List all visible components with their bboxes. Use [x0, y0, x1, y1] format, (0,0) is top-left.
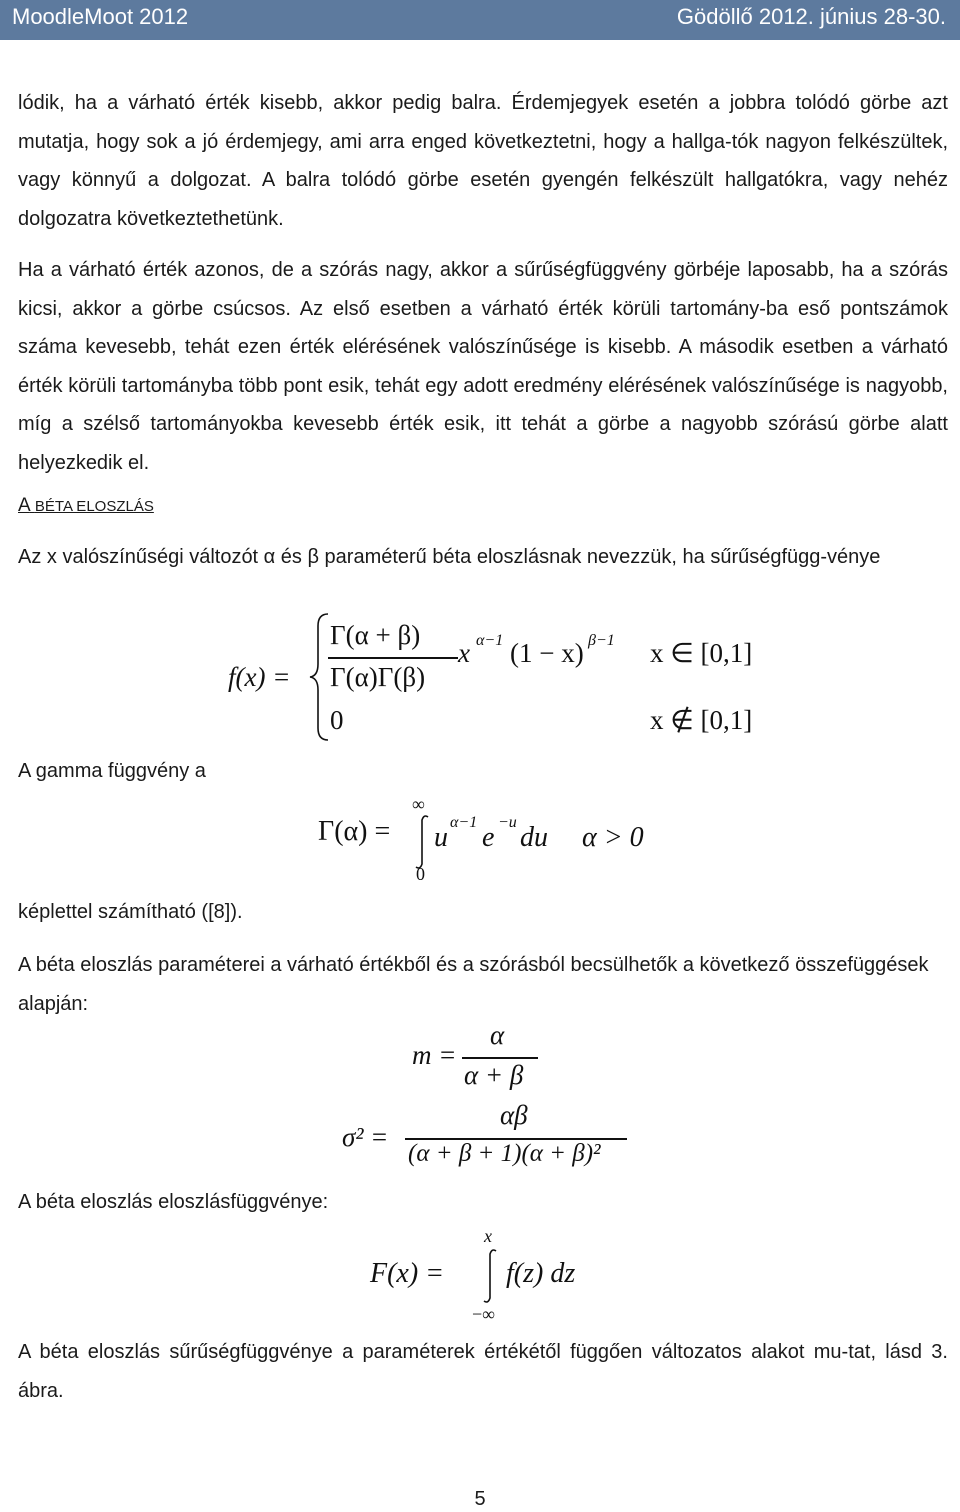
paragraph-7: A béta eloszlás eloszlásfüggvénye:	[18, 1191, 329, 1213]
paragraph-3: Az x valószínűségi változót α és β paraméterű béta eloszlásnak nevezzük, ha sűrűségfügg-vénye	[18, 546, 881, 568]
section-heading: A BÉTA ELOSZLÁS	[18, 495, 154, 516]
formula-mid: (1 − x)	[510, 638, 584, 668]
variance-numerator: αβ	[500, 1100, 528, 1130]
paragraph-2: Ha a várható érték azonos, de a szórás nagy, akkor a sűrűségfüggvény görbéje laposabb, ha a szórás kicsi, akkor a görbe csúcsos. Az első esetben a várható érték körüli tartomány-ba eső pontszámok száma kevesebb, tehát ezen érték elérésének valószínűsége is kisebb. A második esetben a várható érték körüli tartományba több pont esik, tehát egy adott eredmény elérésének valószínűsége is nagyobb, míg a szélső tartományokba kevesebb érték esik, itt tehát a görbe a nagyobb szórású görbe alatt helyezkedik el.	[18, 259, 948, 474]
variance-denominator: (α + β + 1)(α + β)²	[408, 1140, 601, 1167]
formula-exp1: α−1	[476, 632, 504, 649]
formula-exp2: β−1	[588, 632, 615, 649]
paragraph-6: A béta eloszlás paraméterei a várható értékből és a szórásból becsülhetők a következő összefüggések alapján:	[18, 954, 929, 1015]
mean-lhs: m =	[412, 1040, 457, 1070]
formula-x: x	[458, 638, 470, 668]
gamma-lower-limit: 0	[416, 864, 425, 884]
mean-denominator: α + β	[464, 1060, 524, 1090]
page-number: 5	[474, 1488, 486, 1510]
paragraph-8: A béta eloszlás sűrűségfüggvénye a paraméterek értékétől függően változatos alakot mu-tat, lásd 3. ábra.	[18, 1341, 948, 1402]
mean-numerator: α	[490, 1020, 505, 1050]
gamma-du: du	[520, 822, 548, 853]
header-right: Gödöllő 2012. június 28-30.	[676, 4, 946, 29]
header-left: MoodleMoot 2012	[12, 4, 189, 29]
formula-denominator: Γ(α)Γ(β)	[330, 662, 426, 692]
gamma-u: u	[434, 822, 448, 853]
gamma-lhs: Γ(α) =	[318, 816, 391, 847]
gamma-condition: α > 0	[582, 822, 644, 853]
gamma-exp1: α−1	[450, 814, 478, 831]
formula-lhs: f(x) =	[228, 662, 291, 692]
integral-icon	[414, 814, 432, 870]
cdf-upper-limit: x	[484, 1226, 492, 1246]
paragraph-4: A gamma függvény a	[18, 760, 206, 782]
left-brace-icon	[308, 612, 332, 742]
cdf-lower-limit: −∞	[472, 1304, 495, 1324]
fraction-bar	[328, 657, 458, 659]
formula-zero: 0	[330, 705, 344, 735]
formula-numerator: Γ(α + β)	[330, 620, 421, 650]
gamma-exp2: −u	[498, 814, 517, 831]
cdf-integral-icon	[482, 1248, 500, 1304]
formula-cond1: x ∈ [0,1]	[650, 638, 753, 668]
paragraph-5: képlettel számítható ([8]).	[18, 901, 243, 923]
page-header	[0, 0, 960, 40]
cdf-integrand: f(z) dz	[506, 1258, 576, 1289]
gamma-upper-limit: ∞	[412, 794, 425, 814]
formula-cond2: x ∉ [0,1]	[650, 705, 753, 735]
gamma-e: e	[482, 822, 495, 853]
mean-fraction-bar	[462, 1057, 538, 1059]
paragraph-1: lódik, ha a várható érték kisebb, akkor pedig balra. Érdemjegyek esetén a jobbra tolódó görbe azt mutatja, hogy sok a jó érdemjegy, ami arra enged következtetni, hogy a hallga-tók nagyon felkészültek, vagy könnyű a dolgozat. A balra tolódó görbe esetén gyengén felkészült hallgatókra, vagy nehéz dolgozatra következtethetünk.	[18, 92, 948, 230]
cdf-lhs: F(x) =	[370, 1258, 445, 1289]
variance-lhs: σ² =	[342, 1122, 389, 1152]
